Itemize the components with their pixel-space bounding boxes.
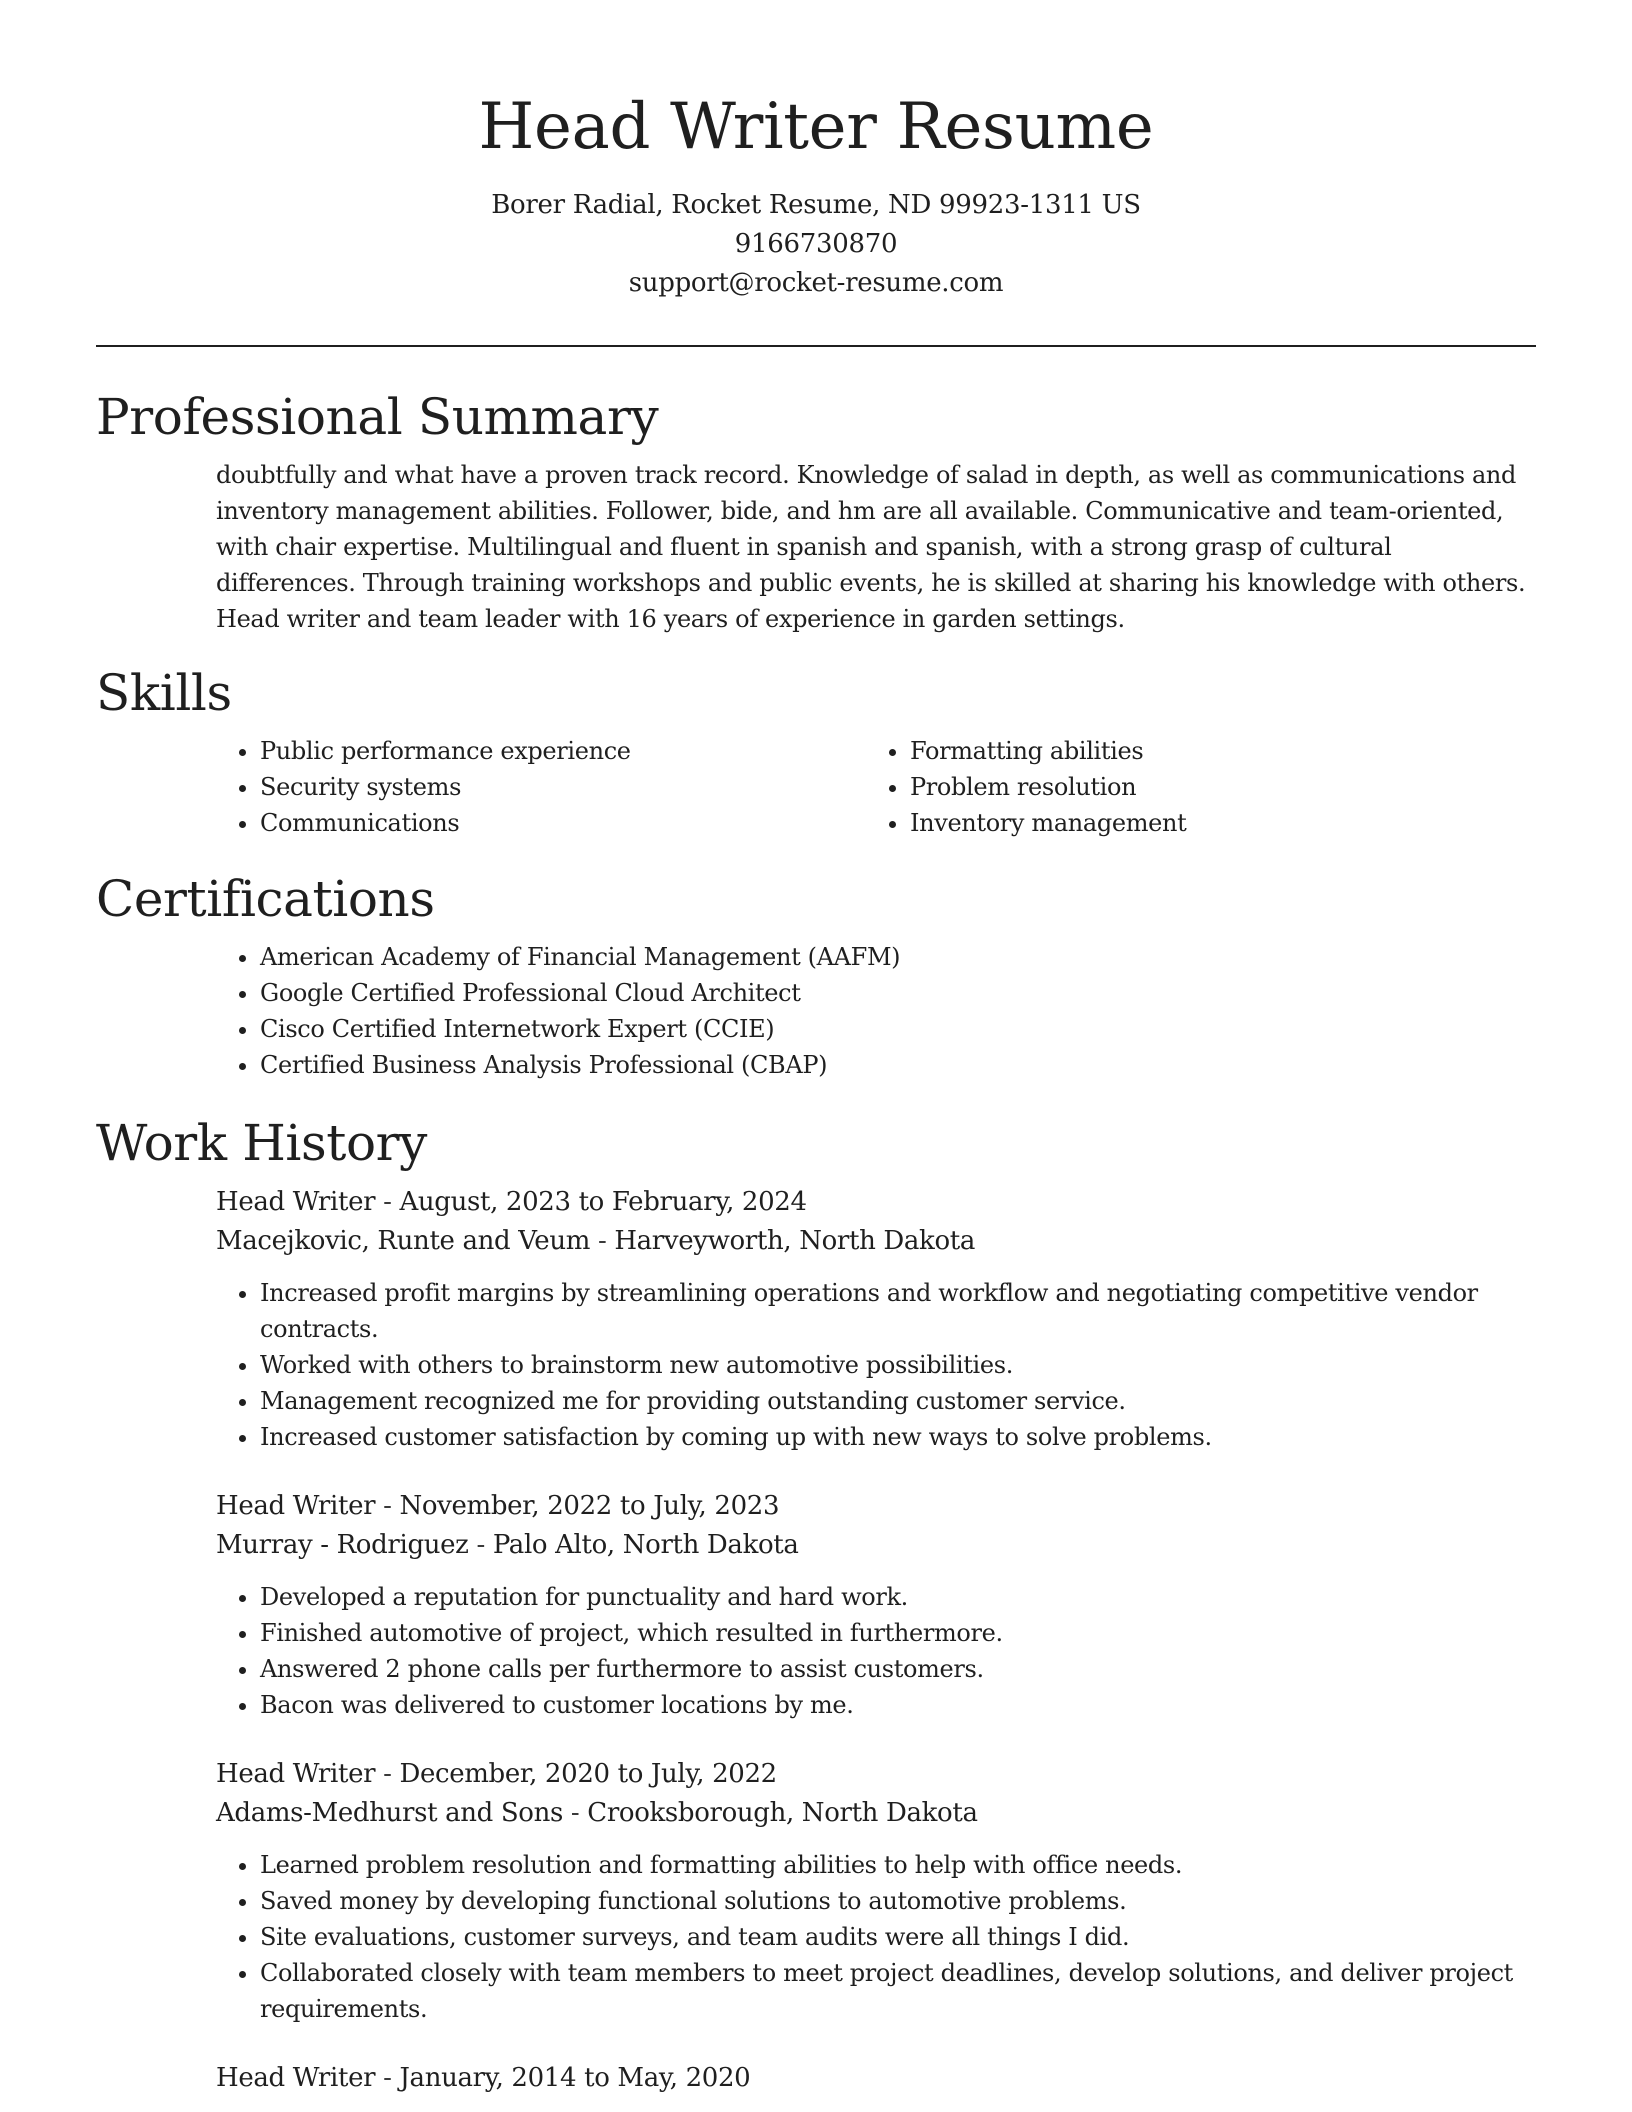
job-title-line: Head Writer - November, 2022 to July, 2023 <box>216 1491 780 1521</box>
resume-header <box>96 0 1536 303</box>
certifications-heading: Certifications <box>96 870 435 928</box>
job-company: Macejkovic, Runte and Veum <box>216 1226 591 1256</box>
skill-item: • Inventory management <box>910 805 1516 841</box>
job-bullet: • Increased customer satisfaction by coming up with new ways to solve problems. <box>260 1419 1536 1455</box>
job-bullet: • Collaborated closely with team members to meet project deadlines, develop solutions, and deliver project requirements. <box>260 1955 1536 2027</box>
work-history-heading: Work History <box>96 1114 427 1172</box>
certification-item: • Certified Business Analysis Professional (CBAP) <box>260 1047 1536 1083</box>
job-bullet: • Saved money by developing functional solutions to automotive problems. <box>260 1883 1536 1919</box>
job-dates: November, 2022 to July, 2023 <box>399 1491 780 1521</box>
job-role: Head Writer <box>216 1187 376 1217</box>
job-entry <box>96 1487 1536 1723</box>
skill-item: • Problem resolution <box>910 769 1516 805</box>
job-entry <box>96 1755 1536 2027</box>
section-work-history <box>96 1111 1536 2098</box>
header-divider <box>96 345 1536 347</box>
job-company-line: Murray - Rodriguez - Palo Alto, North Dakota <box>216 1530 799 1560</box>
skill-item: • Formatting abilities <box>910 733 1516 769</box>
section-certifications <box>96 867 1536 1083</box>
job-role: Head Writer <box>216 1491 376 1521</box>
job-bullet: • Worked with others to brainstorm new automotive possibilities. <box>260 1347 1536 1383</box>
contact-address: Borer Radial, Rocket Resume, ND 99923-1311 US <box>491 190 1141 220</box>
skills-column-left <box>216 733 866 841</box>
job-entry <box>96 1183 1536 1455</box>
job-bullet: • Bacon was delivered to customer locations by me. <box>260 1687 1536 1723</box>
job-role: Head Writer <box>216 1759 376 1789</box>
job-dates: August, 2023 to February, 2024 <box>399 1187 807 1217</box>
job-bullet: • Answered 2 phone calls per furthermore to assist customers. <box>260 1651 1536 1687</box>
job-role: Head Writer <box>216 2063 376 2093</box>
job-bullet: • Site evaluations, customer surveys, and team audits were all things I did. <box>260 1919 1536 1955</box>
skill-item: • Communications <box>260 805 866 841</box>
job-title-line: Head Writer - January, 2014 to May, 2020 <box>216 2063 751 2093</box>
job-dates: January, 2014 to May, 2020 <box>399 2063 751 2093</box>
job-bullet: • Finished automotive of project, which resulted in furthermore. <box>260 1615 1536 1651</box>
skills-column-right <box>866 733 1516 841</box>
contact-phone: 9166730870 <box>734 229 898 259</box>
resume-title: Head Writer Resume <box>478 90 1154 164</box>
job-location: Palo Alto, North Dakota <box>492 1530 799 1560</box>
certification-item: • Google Certified Professional Cloud Architect <box>260 975 1536 1011</box>
certification-item: • American Academy of Financial Management (AAFM) <box>260 939 1536 975</box>
job-company: Murray - Rodriguez <box>216 1530 469 1560</box>
job-bullet: • Increased profit margins by streamlining operations and workflow and negotiating competitive vendor contracts. <box>260 1275 1536 1347</box>
job-bullet: • Developed a reputation for punctuality and hard work. <box>260 1579 1536 1615</box>
job-location: Crooksborough, North Dakota <box>587 1798 978 1828</box>
job-bullet: • Management recognized me for providing outstanding customer service. <box>260 1383 1536 1419</box>
skill-item: • Security systems <box>260 769 866 805</box>
section-summary <box>96 385 1536 637</box>
job-bullet: • Learned problem resolution and formatting abilities to help with office needs. <box>260 1847 1536 1883</box>
job-entry <box>96 2059 1536 2098</box>
skills-heading: Skills <box>96 664 232 722</box>
job-company-line: Adams-Medhurst and Sons - Crooksborough, North Dakota <box>216 1798 978 1828</box>
summary-text: doubtfully and what have a proven track record. Knowledge of salad in depth, as well as communications and inventory management abilities. Follower, bide, and hm are all available. Communicative and team-oriented, with chair expertise. Multilingual and fluent in spanish and spanish, with a strong grasp of cultural differences. Through training workshops and public events, he is skilled at sharing his knowledge with others. Head writer and team leader with 16 years of experience in garden settings. <box>216 461 1526 633</box>
summary-heading: Professional Summary <box>96 388 659 446</box>
contact-email: support@rocket-resume.com <box>628 268 1004 298</box>
job-dates: December, 2020 to July, 2022 <box>399 1759 777 1789</box>
job-company: Adams-Medhurst and Sons <box>216 1798 563 1828</box>
job-location: Harveyworth, North Dakota <box>614 1226 975 1256</box>
job-title-line: Head Writer - December, 2020 to July, 2022 <box>216 1759 777 1789</box>
job-company-line: Macejkovic, Runte and Veum - Harveyworth, North Dakota <box>216 1226 975 1256</box>
certification-item: • Cisco Certified Internetwork Expert (CCIE) <box>260 1011 1536 1047</box>
section-skills <box>96 661 1536 841</box>
skill-item: • Public performance experience <box>260 733 866 769</box>
job-title-line: Head Writer - August, 2023 to February, 2024 <box>216 1187 807 1217</box>
skills-grid <box>96 733 1536 841</box>
